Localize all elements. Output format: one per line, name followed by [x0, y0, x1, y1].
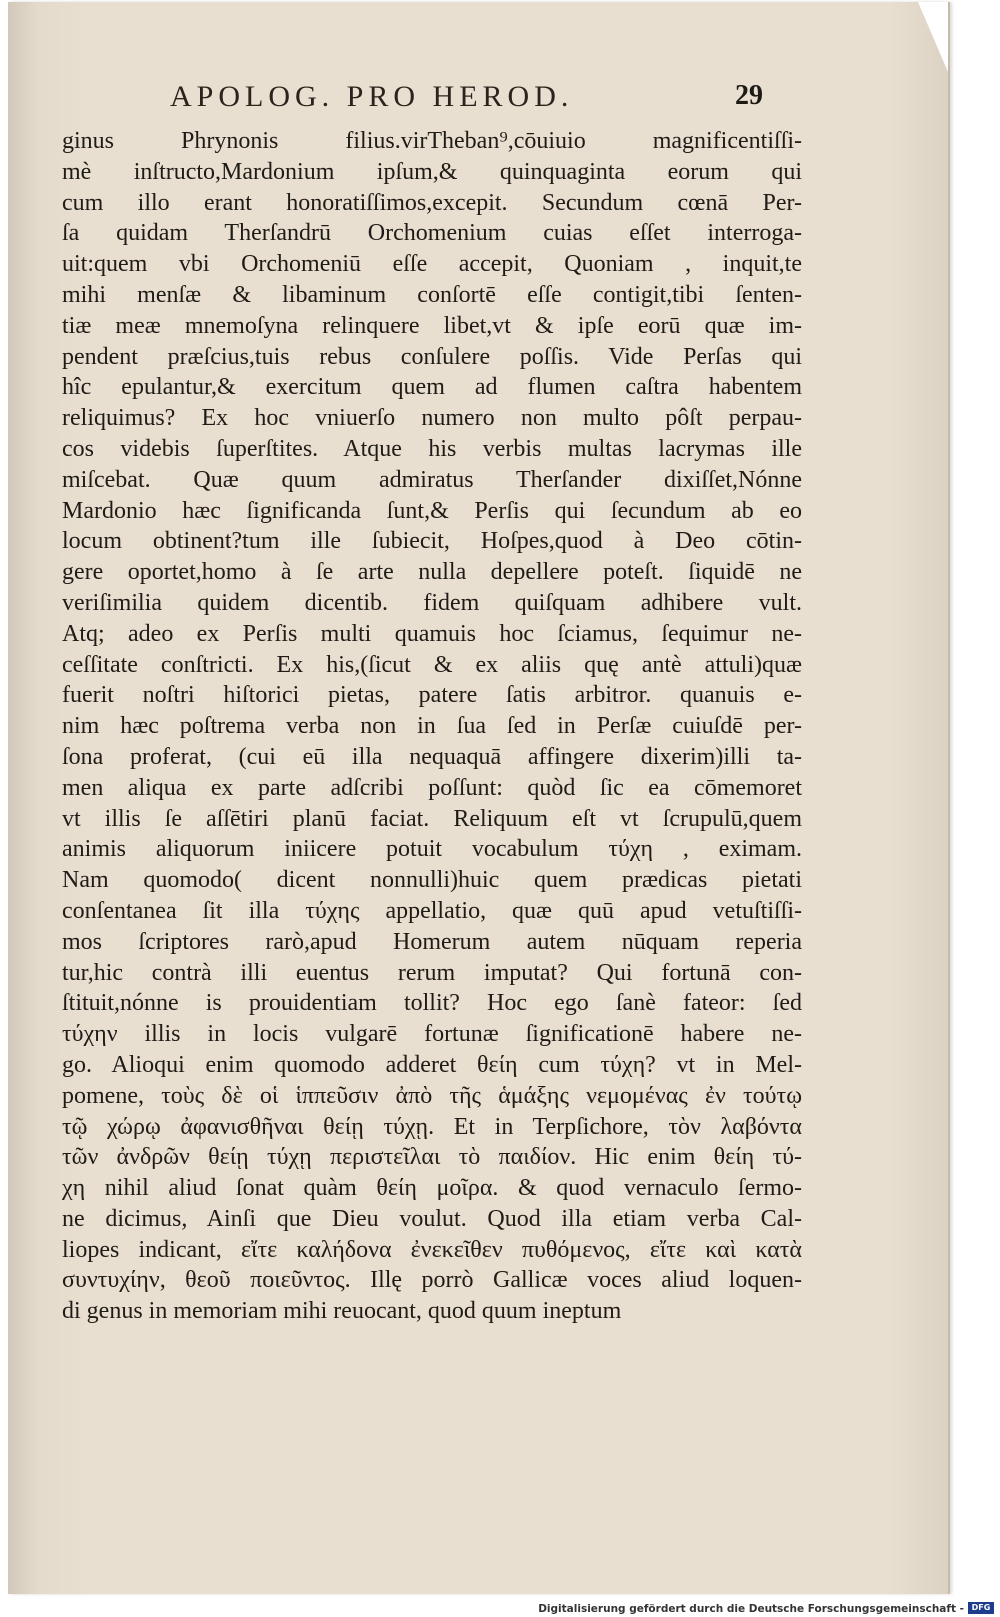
- text-line: συντυχίην, θεοῦ ποιεῦντος. Illę porrò Gallicæ voces aliud loquen-: [62, 1267, 802, 1294]
- text-line: mos ſcriptores rarò,apud Homerum autem nūquam reperia: [62, 928, 802, 955]
- text-line: go. Alioqui enim quomodo adderet θείη cum τύχη? vt in Mel-: [62, 1051, 802, 1078]
- text-line: ſona proferat, (cui eū illa nequaquā affingere dixerim)illi ta-: [62, 743, 802, 770]
- text-line: τύχην illis in locis vulgarē fortunæ ſignificationē habere ne-: [62, 1021, 802, 1048]
- page-number: 29: [735, 80, 763, 111]
- text-line: χη nihil aliud ſonat quàm θείη μοῖρα. & quod vernaculo ſermo-: [62, 1175, 802, 1202]
- text-line: pomene, τοὺς δὲ οἱ ἱππεῦσιν ἀπὸ τῆς ἁμάξης νεμομένας ἐν τούτῳ: [62, 1082, 802, 1109]
- text-line: tur,hic contrà illi euentus rerum imputat? Qui fortunā con-: [62, 959, 802, 986]
- text-line: vt illis ſe aſſētiri planū faciat. Reliquum eſt vt ſcrupulū,quem: [62, 805, 802, 832]
- text-line: Atq; adeo ex Perſis multi quamuis hoc ſciamus, ſequimur ne-: [62, 620, 802, 647]
- text-line: ſa quidam Therſandrū Orchomenium cuias eſſet interroga-: [62, 220, 802, 247]
- text-line: gere oportet,homo à ſe arte nulla depellere poteſt. ſiquidē ne: [62, 559, 802, 586]
- text-line: uit:quem vbi Orchomeniū eſſe accepit, Quoniam , inquit,te: [62, 251, 802, 278]
- text-line: hîc epulantur,& exercitum quem ad flumen caſtra habentem: [62, 374, 802, 401]
- text-line: cos videbis ſuperſtites. Atque his verbis multas lacrymas ille: [62, 435, 802, 462]
- text-line: liopes indicant, εἴτε καλήδονα ἐνεκεῖθεν πυθόμενος, εἴτε καὶ κατὰ: [62, 1236, 802, 1263]
- text-line: ſtituit,nónne is prouidentiam tollit? Hoc ego ſanè fateor: ſed: [62, 990, 802, 1017]
- text-line: veriſimilia quidem dicentib. fidem quiſquam adhibere vult.: [62, 589, 802, 616]
- text-line: di genus in memoriam mihi reuocant, quod quum ineptum: [62, 1298, 622, 1325]
- text-line: Nam quomodo( dicent nonnulli)huic quem prædicas pietati: [62, 867, 802, 894]
- text-line: conſentanea ſit illa τύχης appellatio, quæ quū apud vetuſtiſſi-: [62, 897, 802, 924]
- text-line: τῷ χώρῳ ἀφανισθῆναι θείῃ τύχῃ. Et in Terpſichore, τὸν λαβόντα: [62, 1113, 802, 1140]
- text-line: animis aliquorum iniicere potuit vocabulum τύχη , eximam.: [62, 836, 802, 863]
- text-line: locum obtinent?tum ille ſubiecit, Hoſpes,quod à Deo cōtin-: [62, 528, 802, 555]
- text-line: mè inſtructo,Mardonium ipſum,& quinquaginta eorum qui: [62, 158, 802, 185]
- text-line: Mardonio hæc ſignificanda ſunt,& Perſis qui ſecundum ab eo: [62, 497, 802, 524]
- text-line: pendent præſcius,tuis rebus conſulere poſſis. Vide Perſas qui: [62, 343, 802, 370]
- funding-credit: Digitalisierung gefördert durch die Deutsche Forschungsgemeinschaft -: [538, 1603, 964, 1615]
- dfg-logo[interactable]: DFG: [968, 1602, 994, 1614]
- running-head: APOLOG. PRO HEROD.: [170, 80, 574, 113]
- text-line: ginus Phrynonis filius.virTheban⁹,cōuiuio magnificentiſſi-: [62, 128, 802, 154]
- text-line: miſcebat. Quæ quum admiratus Therſander dixiſſet,Nónne: [62, 466, 802, 493]
- text-line: nim hæc poſtrema verba non in ſua ſed in Perſæ cuiuſdē per-: [62, 713, 802, 740]
- text-line: ne dicimus, Ainſi que Dieu voulut. Quod illa etiam verba Cal-: [62, 1205, 802, 1232]
- text-line: ceſſitate conſtricti. Ex his,(ſicut & ex aliis quę antè attuli)quæ: [62, 651, 802, 678]
- text-line: τῶν ἀνδρῶν θείῃ τύχῃ περιστεῖλαι τὸ παιδίον. Hic enim θείη τύ-: [62, 1144, 802, 1171]
- text-line: men aliqua ex parte adſcribi poſſunt: quòd ſic ea cōmemoret: [62, 774, 802, 801]
- text-line: fuerit noſtri hiſtorici pietas, patere ſatis arbitror. quanuis e-: [62, 682, 802, 709]
- text-line: mihi menſæ & libaminum conſortē eſſe contigit,tibi ſenten-: [62, 281, 802, 308]
- text-line: reliquimus? Ex hoc vniuerſo numero non multo pôſt perpau-: [62, 405, 802, 432]
- text-line: tiæ meæ mnemoſyna relinquere libet,vt & ipſe eorū quæ im-: [62, 312, 802, 339]
- text-line: cum illo erant honoratiſſimos,excepit. Secundum cœnā Per-: [62, 189, 802, 216]
- footer-bar: [0, 1600, 1000, 1617]
- body-text: [62, 126, 802, 1396]
- page-corner: [918, 2, 948, 72]
